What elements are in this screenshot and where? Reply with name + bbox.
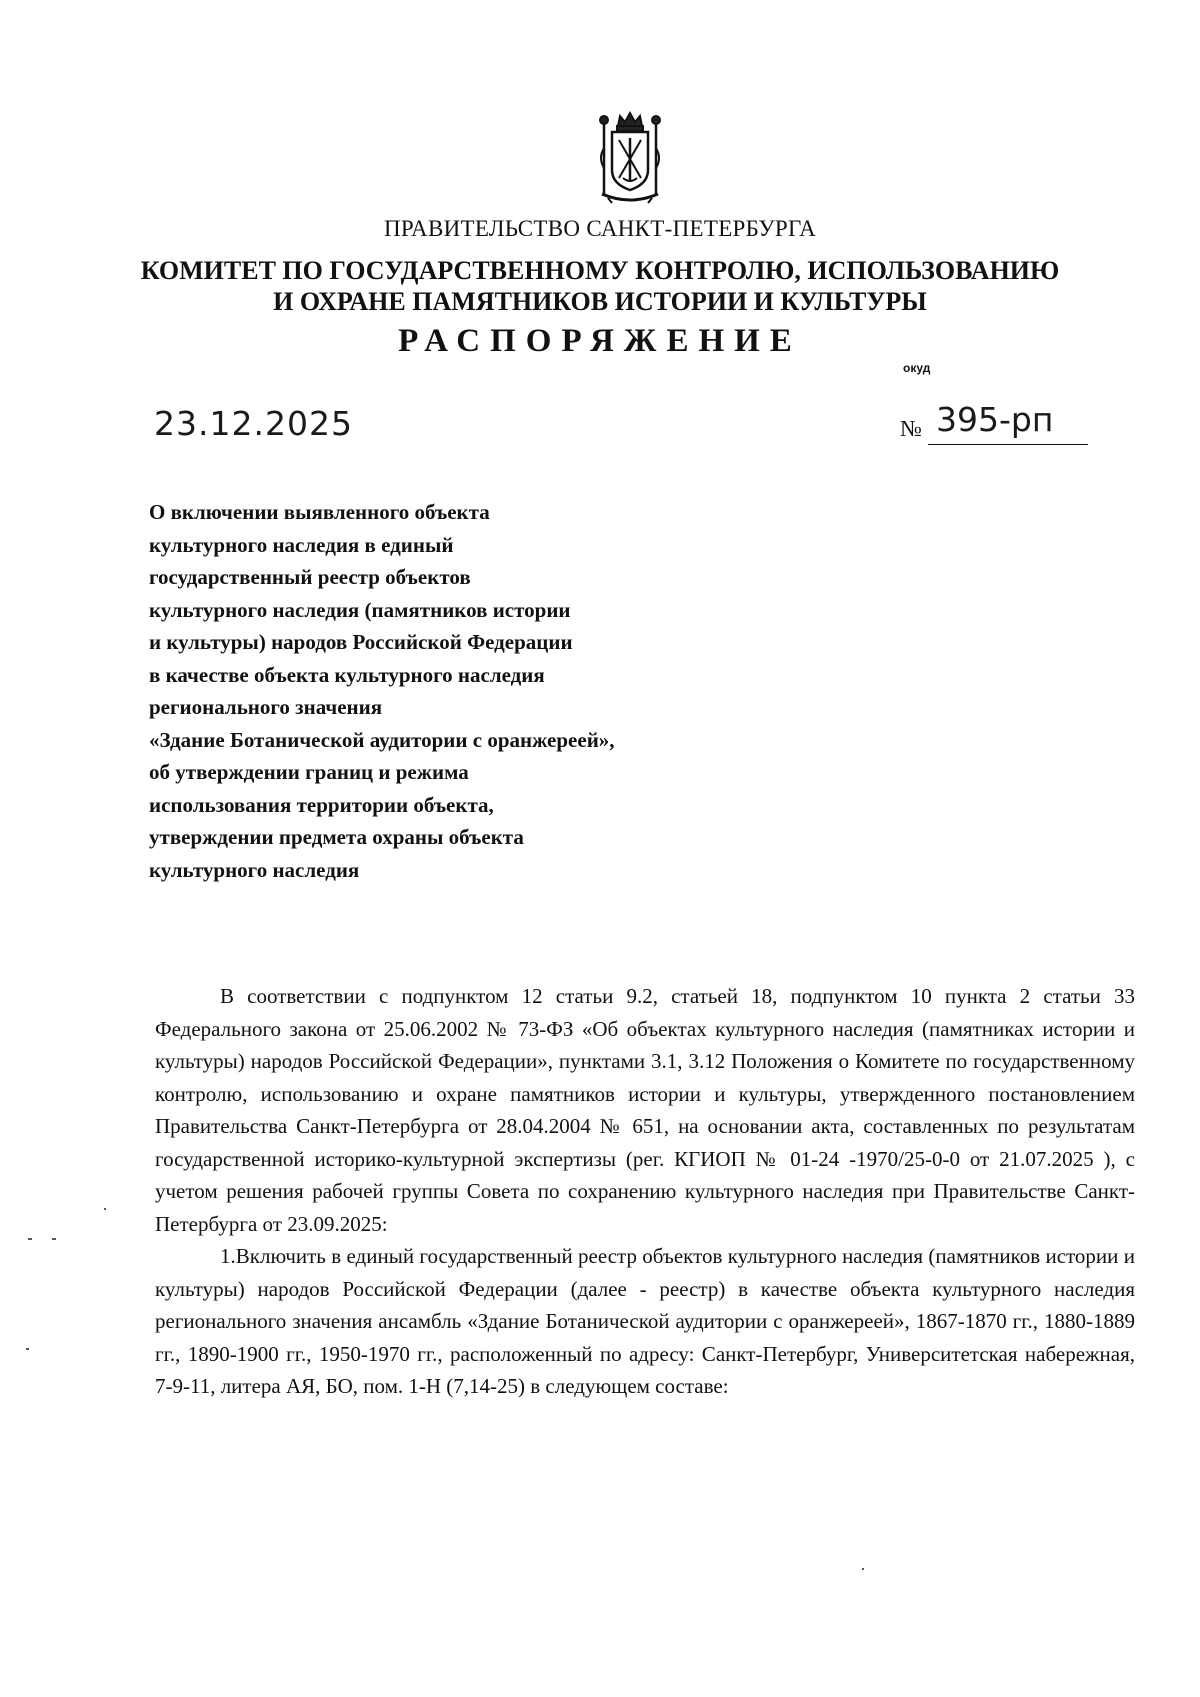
document-date: 23.12.2025 <box>154 404 353 443</box>
subject-line: в качестве объекта культурного наследия <box>149 662 545 687</box>
okud-label: окуд <box>903 361 931 375</box>
coat-of-arms-icon <box>590 108 670 208</box>
body-paragraph-item-1: 1.Включить в единый государственный реестр объектов культурного наследия (памятников истории и культуры) народов Российской Федерации (далее - реестр) в качестве объекта культурного наследия регионального значения ансамбль «Здание Ботанической аудитории с оранжереей», 1867-1870 гг., 1880-1889 гг., 1890-1900 гг., 1950-1970 гг., расположенный по адресу: Санкт-Петербург, Университетская набережная, 7-9-11, литера АЯ, БО, пом. 1-Н (7,14-25) в следующем составе: <box>155 1244 1135 1398</box>
document-type: РАСПОРЯЖЕНИЕ <box>398 323 802 359</box>
subject-line: регионального значения <box>149 695 383 719</box>
subject-line: об утверждении границ и режима <box>149 760 469 784</box>
subject-line: О включении выявленного объекта <box>149 500 490 524</box>
subject-line: культурного наследия (памятников истории <box>149 597 571 622</box>
number-underline <box>928 444 1088 445</box>
subject-line: использования территории объекта, <box>149 792 494 817</box>
scan-artifact <box>862 1568 864 1570</box>
scan-artifact <box>52 1238 56 1240</box>
subject-line: культурного наследия <box>149 857 360 882</box>
subject-line: утверждении предмета охраны объекта <box>149 825 524 849</box>
subject-line: культурного наследия в единый <box>149 532 454 557</box>
number-value: 395-рп <box>936 400 1054 439</box>
subject-line: государственный реестр объектов <box>149 565 471 589</box>
scan-artifact <box>104 1208 106 1210</box>
document-subject <box>149 496 769 886</box>
committee-title <box>0 255 1200 317</box>
scan-artifact <box>28 1238 32 1240</box>
committee-title-line-2: И ОХРАНЕ ПАМЯТНИКОВ ИСТОРИИ И КУЛЬТУРЫ <box>273 287 927 316</box>
subject-line: «Здание Ботанической аудитории с оранжереей», <box>149 727 615 752</box>
government-title: ПРАВИТЕЛЬСТВО САНКТ-ПЕТЕРБУРГА <box>383 216 817 241</box>
document-body <box>155 980 1135 1403</box>
scan-artifact <box>26 1348 29 1350</box>
committee-title-line-1: КОМИТЕТ ПО ГОСУДАРСТВЕННОМУ КОНТРОЛЮ, ИСПОЛЬЗОВАНИЮ <box>140 256 1060 285</box>
body-paragraph-preamble: В соответствии с подпунктом 12 статьи 9.2, статьей 18, подпунктом 10 пункта 2 статьи 33 Федерального закона от 25.06.2002 № 73-ФЗ «Об объектах культурного наследия (памятниках истории и культуры) народов Российской Федерации», пунктами 3.1, 3.12 Положения о Комитете по государственному контролю, использованию и охране памятников истории и культуры, утвержденного постановлением Правительства Санкт-Петербурга от 28.04.2004 № 651, на основании акта, составленных по результатам государственной историко-культурной экспертизы (рег. КГИОП № 01-24 -1970/25-0-0 от 21.07.2025 ), с учетом решения рабочей группы Совета по сохранению культурного наследия при Правительстве Санкт-Петербурга от 23.09.2025: <box>155 984 1135 1236</box>
subject-line: и культуры) народов Российской Федерации <box>149 630 573 654</box>
number-sign: № <box>900 416 922 441</box>
